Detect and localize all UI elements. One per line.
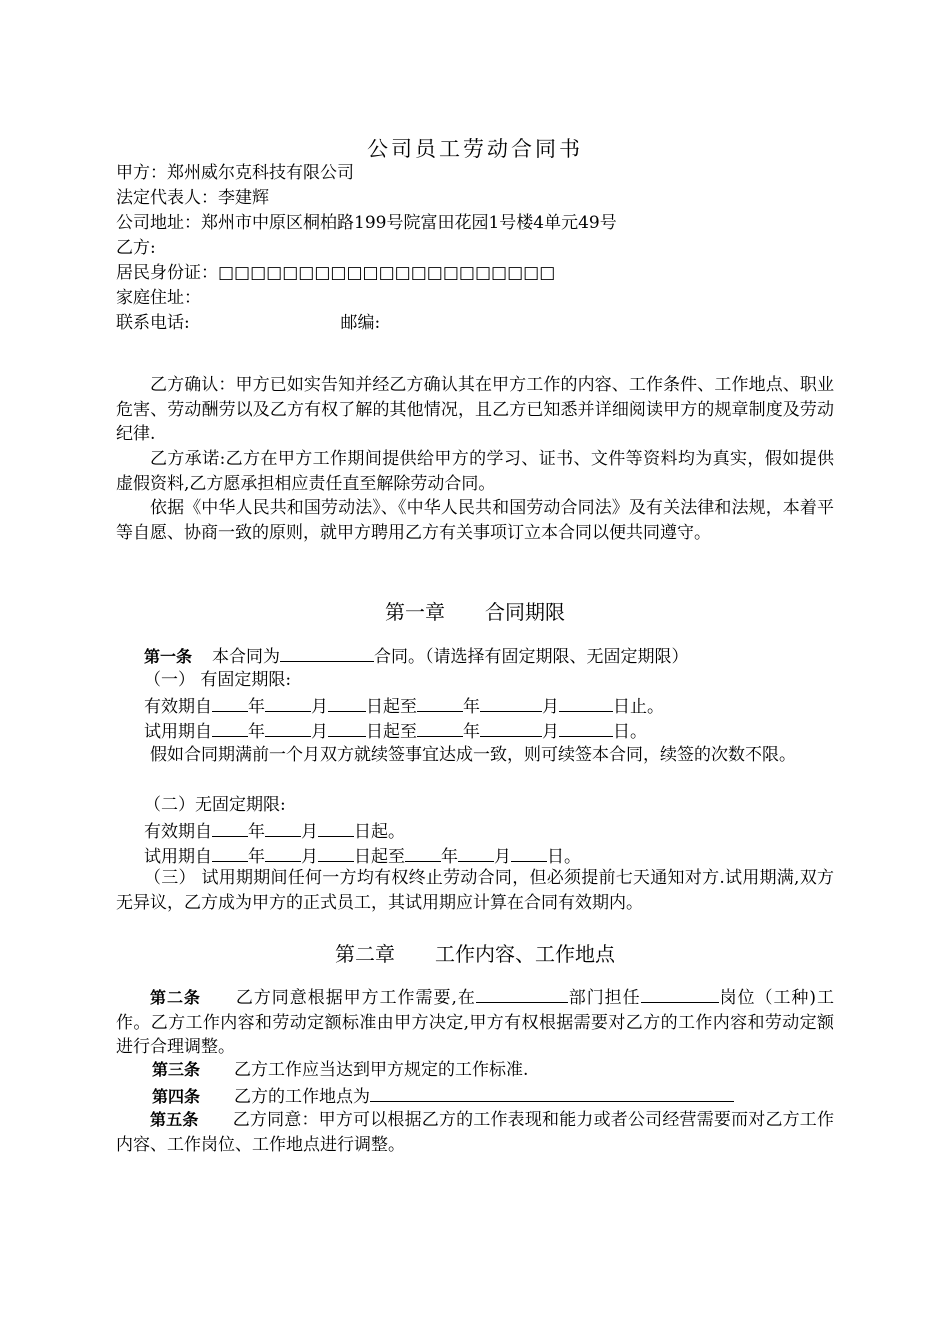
article-text: 部门担任 — [567, 988, 641, 1008]
home-address: 家庭住址： — [116, 288, 201, 308]
label: 日起。 — [354, 822, 405, 842]
label: 月 — [301, 847, 318, 867]
article-label: 第五条 — [150, 1110, 199, 1129]
blank-month — [265, 694, 311, 712]
fixed-trial-period — [144, 719, 647, 743]
article-1 — [144, 644, 689, 668]
blank-month — [265, 819, 301, 837]
label: 月 — [494, 847, 511, 867]
blank-day — [559, 719, 613, 737]
trial-termination-paragraph: （三） 试用期期间任何一方均有权终止劳动合同，但必须提前七天通知对方.试用期满,双方无异议，乙方成为甲方的正式员工，其试用期应计算在合同有效期内。 — [116, 868, 834, 913]
party-b: 乙方: — [116, 238, 156, 258]
blank-year — [417, 694, 463, 712]
chapter-name: 工作内容、工作地点 — [435, 942, 615, 966]
phone-label: 联系电话: — [116, 313, 190, 333]
label: 年 — [248, 697, 265, 717]
label: 有效期自 — [144, 697, 212, 717]
article-text: 岗位（工种)工作。乙方工作内容和劳动定额标准由甲方决定,甲方有权根据需要对乙方的工作内容和劳动定额进行合理调整。 — [116, 988, 834, 1057]
id-card-boxes: □□□□□□□□□□□□□□□□□□□□□ — [218, 263, 556, 283]
blank-year — [212, 819, 248, 837]
label: 年 — [248, 722, 265, 742]
label: 月 — [542, 697, 559, 717]
contact-line — [116, 312, 380, 334]
article-3 — [152, 1059, 528, 1081]
article-label: 第三条 — [152, 1060, 201, 1079]
fixed-term-heading: （一） 有固定期限: — [144, 670, 292, 690]
article-label: 第二条 — [150, 988, 201, 1007]
chapter-name: 合同期限 — [485, 600, 565, 624]
blank-month — [480, 694, 542, 712]
label: 月 — [301, 822, 318, 842]
promise-paragraph: 乙方承诺:乙方在甲方工作期间提供给甲方的学习、证书、文件等资料均为真实，假如提供虚假资料,乙方愿承担相应责任直至解除劳动合同。 — [116, 449, 834, 494]
label: 有效期自 — [144, 822, 212, 842]
blank-department — [476, 985, 568, 1003]
label: 日起至 — [366, 722, 417, 742]
open-trial-period — [144, 844, 581, 868]
label: 日。 — [613, 722, 647, 742]
blank-year — [212, 694, 248, 712]
blank-position — [641, 985, 719, 1003]
label: 日起至 — [354, 847, 405, 867]
blank-day — [559, 694, 613, 712]
label: 年 — [248, 847, 265, 867]
label: 月 — [311, 697, 328, 717]
postcode-label: 邮编: — [340, 313, 381, 333]
article-2 — [116, 985, 834, 1060]
open-term-heading: （二）无固定期限: — [144, 795, 286, 815]
article-4 — [152, 1084, 734, 1108]
blank-year — [212, 719, 248, 737]
article-text: 乙方同意：甲方可以根据乙方的工作表现和能力或者公司经营需要而对乙方工作内容、工作岗位、工作地点进行调整。 — [116, 1110, 834, 1155]
blank-month — [265, 844, 301, 862]
chapter-number: 第一章 — [385, 600, 445, 624]
label: 日止。 — [613, 697, 664, 717]
party-a: 甲方：郑州威尔克科技有限公司 — [116, 163, 354, 183]
blank-month — [458, 844, 494, 862]
id-card-label: 居民身份证： — [116, 263, 218, 283]
blank-day — [328, 719, 366, 737]
article-5 — [116, 1108, 834, 1157]
label: 月 — [542, 722, 559, 742]
blank-year — [405, 844, 441, 862]
article-label: 第四条 — [152, 1087, 201, 1106]
id-card-line — [116, 262, 555, 284]
label: 年 — [441, 847, 458, 867]
basis-paragraph: 依据《中华人民共和国劳动法》、《中华人民共和国劳动合同法》及有关法律和法规，本着平等自愿、协商一致的原则，就甲方聘用乙方有关事项订立本合同以便共同遵守。 — [116, 498, 834, 543]
company-address: 公司地址：郑州市中原区桐柏路199号院富田花园1号楼4单元49号 — [116, 213, 617, 233]
label: 月 — [311, 722, 328, 742]
chapter-number: 第二章 — [335, 942, 395, 966]
blank-contract-type — [280, 644, 374, 662]
chapter-2-heading — [116, 941, 834, 967]
label: 年 — [248, 822, 265, 842]
blank-year — [212, 844, 248, 862]
article-label: 第一条 — [144, 647, 193, 666]
label: 年 — [463, 722, 480, 742]
label: 日起至 — [366, 697, 417, 717]
label: 试用期自 — [144, 722, 212, 742]
chapter-1-heading — [116, 599, 834, 625]
blank-month — [265, 719, 311, 737]
article-text: 合同。（请选择有固定期限、无固定期限） — [374, 647, 689, 667]
article-text: 本合同为 — [212, 647, 281, 667]
label: 日。 — [547, 847, 581, 867]
blank-day — [318, 819, 354, 837]
blank-day — [328, 694, 366, 712]
renew-paragraph: 假如合同期满前一个月双方就续签事宜达成一致，则可续签本合同，续签的次数不限。 — [150, 745, 796, 765]
confirm-paragraph: 乙方确认：甲方已如实告知并经乙方确认其在甲方工作的内容、工作条件、工作地点、职业危害、劳动酬劳以及乙方有权了解的其他情况，且乙方已知悉并详细阅读甲方的规章制度及劳动纪律. — [116, 375, 834, 444]
document-title: 公司员工劳动合同书 — [367, 137, 583, 161]
fixed-valid-period — [144, 694, 664, 718]
legal-representative: 法定代表人：李建辉 — [116, 188, 269, 208]
blank-month — [480, 719, 542, 737]
label: 试用期自 — [144, 847, 212, 867]
blank-year — [417, 719, 463, 737]
blank-day — [511, 844, 547, 862]
blank-day — [318, 844, 354, 862]
label: 年 — [463, 697, 480, 717]
article-text: 乙方工作应当达到甲方规定的工作标准. — [234, 1060, 529, 1080]
open-valid-period — [144, 819, 405, 843]
blank-work-location — [370, 1084, 734, 1102]
article-text: 乙方同意根据甲方工作需要,在 — [234, 988, 476, 1008]
article-text: 乙方的工作地点为 — [234, 1087, 371, 1107]
